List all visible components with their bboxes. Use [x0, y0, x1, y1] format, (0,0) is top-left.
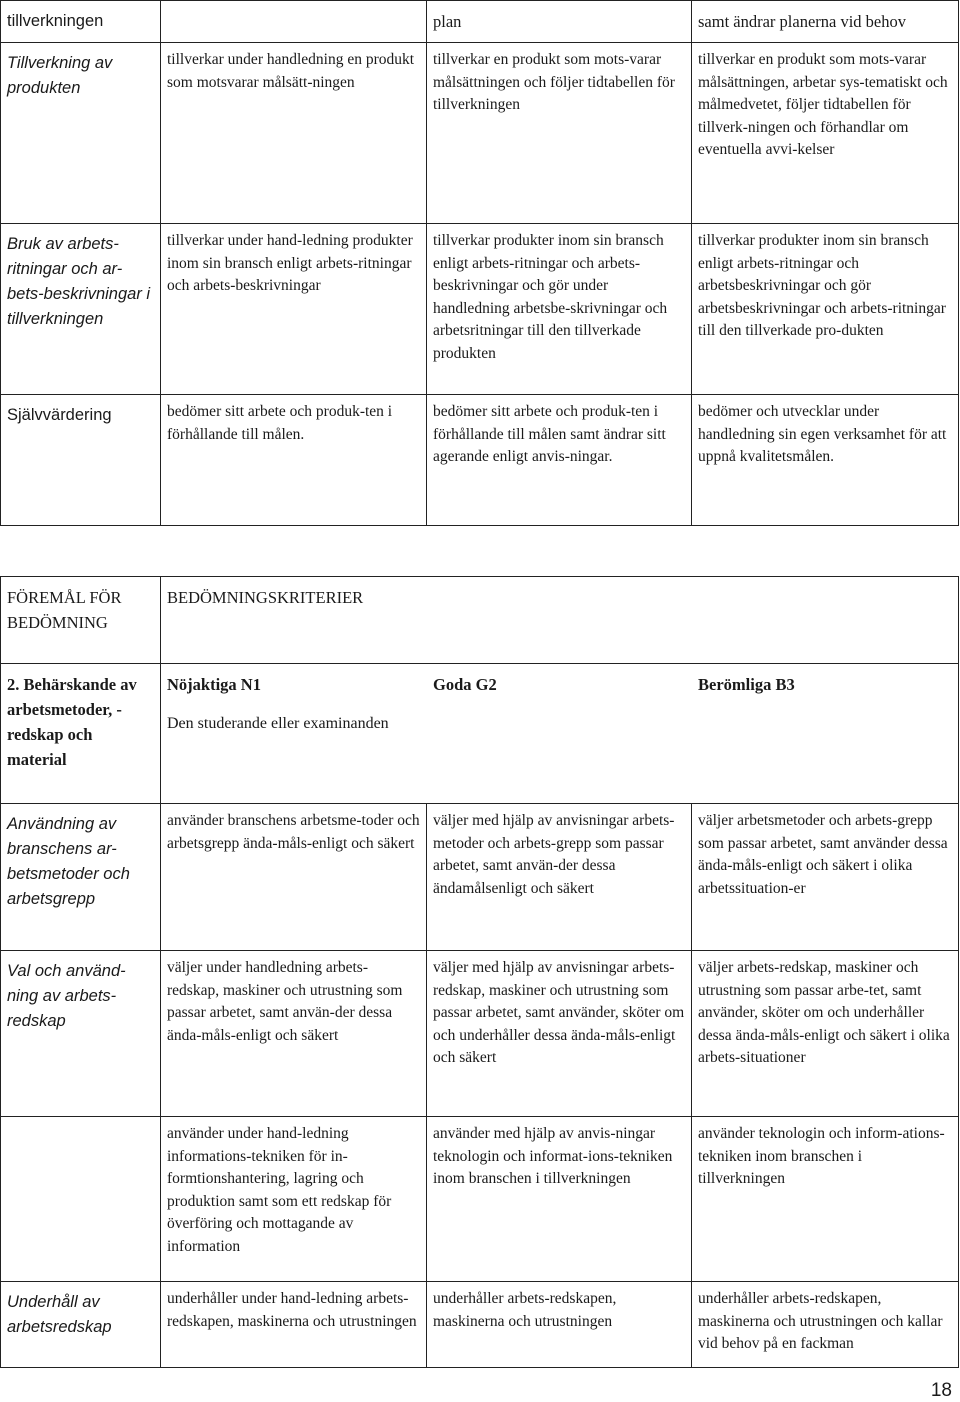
- criterion-n1: tillverkar under handledning en produkt som motsvarar målsätt-ningen: [161, 43, 427, 224]
- header-criteria: BEDÖMNINGSKRITERIER: [161, 577, 959, 664]
- assessment-table-methods: [0, 576, 959, 1368]
- criterion-b3: väljer arbetsmetoder och arbets-grepp som passar arbetet, samt använder dessa ända-måls-enligt och säkert i olika arbetssituation-er: [692, 804, 959, 951]
- criterion-b3: väljer arbets-redskap, maskiner och utrustning som passar arbe-tet, samt använder, sköter om och underhåller dessa ända-måls-enligt och säkert i olika arbets-situationer: [692, 951, 959, 1117]
- table-row: [1, 224, 959, 395]
- criterion-n1: använder under hand-ledning informations-tekniken för in-formtionshantering, lagring och produktion samt som ett redskap för överföring och mottagande av information: [161, 1117, 427, 1282]
- criterion-n1: bedömer sitt arbete och produk-ten i förhållande till målen.: [161, 395, 427, 526]
- criterion-label: [1, 1117, 161, 1282]
- criterion-b3: bedömer och utvecklar under handledning sin egen verksamhet för att uppnå kvalitetsmålen.: [692, 395, 959, 526]
- criterion-label: Underhåll av arbetsredskap: [1, 1282, 161, 1368]
- table-row: [1, 395, 959, 526]
- section-title: 2. Behärskande av arbetsmetoder, -redskap och material: [1, 664, 161, 804]
- level-headings: [161, 664, 959, 804]
- criterion-b3: använder teknologin och inform-ations-tekniken inom branschen i tillverkningen: [692, 1117, 959, 1282]
- page-number: 18: [930, 1380, 952, 1401]
- table-row: [1, 804, 959, 951]
- criterion-label: Användning av branschens ar-betsmetoder och arbetsgrepp: [1, 804, 161, 951]
- criterion-g2: använder med hjälp av anvis-ningar teknologin och informat-ions-tekniken inom branschen i tillverkningen: [427, 1117, 692, 1282]
- level-n1: Nöjaktiga N1: [167, 675, 261, 694]
- assessment-table-production: [0, 0, 959, 526]
- table-row: [1, 43, 959, 224]
- cell-top-n1: [161, 1, 427, 43]
- cell-top-b3: samt ändrar planerna vid behov: [692, 1, 959, 43]
- table-row: [1, 1117, 959, 1282]
- level-g2: Goda G2: [433, 675, 497, 694]
- cell-top-label: tillverkningen: [1, 1, 161, 43]
- subject-text: Den studerande eller examinanden: [167, 715, 389, 732]
- criterion-n1: underhåller under hand-ledning arbets-redskapen, maskinerna och utrustningen: [161, 1282, 427, 1368]
- criterion-label: Val och använd-ning av arbets-redskap: [1, 951, 161, 1117]
- criterion-g2: väljer med hjälp av anvisningar arbets-metoder och arbets-grepp som passar arbetet, samt använ-der dessa ändamålsenligt och säkert: [427, 804, 692, 951]
- table-row: [1, 1282, 959, 1368]
- criterion-n1: tillverkar under hand-ledning produkter inom sin bransch enligt arbets-ritningar och arbets-beskrivningar: [161, 224, 427, 395]
- level-b3: Berömliga B3: [698, 675, 795, 694]
- criterion-g2: väljer med hjälp av anvisningar arbets-redskap, maskiner och utrustning som passar arbetet, samt använder, sköter om och underhåller dessa ända-måls-enligt och säkert: [427, 951, 692, 1117]
- criterion-n1: använder branschens arbetsme-toder och arbetsgrepp ända-måls-enligt och säkert: [161, 804, 427, 951]
- criterion-label: Tillverkning av produkten: [1, 43, 161, 224]
- criterion-g2: tillverkar en produkt som mots-varar målsättningen och följer tidtabellen för tillverkningen: [427, 43, 692, 224]
- criterion-label: Bruk av arbets-ritningar och ar-bets-beskrivningar i tillverkningen: [1, 224, 161, 395]
- section-row: [1, 664, 959, 804]
- table-row: [1, 951, 959, 1117]
- table-row: [1, 1, 959, 43]
- criterion-g2: tillverkar produkter inom sin bransch enligt arbets-ritningar och arbets-beskrivningar och gör under handledning arbetsbe-skrivningar och arbetsritningar till den tillverkade produkten: [427, 224, 692, 395]
- criterion-g2: bedömer sitt arbete och produk-ten i förhållande till målen samt ändrar sitt agerande enligt anvis-ningar.: [427, 395, 692, 526]
- criterion-b3: underhåller arbets-redskapen, maskinerna och utrustningen och kallar vid behov på en fackman: [692, 1282, 959, 1368]
- cell-top-g2: plan: [427, 1, 692, 43]
- criterion-label: Självvärdering: [1, 395, 161, 526]
- criterion-g2: underhåller arbets-redskapen, maskinerna och utrustningen: [427, 1282, 692, 1368]
- table-header-row: [1, 577, 959, 664]
- criterion-b3: tillverkar produkter inom sin bransch enligt arbets-ritningar och arbetsbeskrivningar och gör arbetsbeskrivningar och arbets-ritningar till den tillverkade pro-dukten: [692, 224, 959, 395]
- header-object: FÖREMÅL FÖR BEDÖMNING: [1, 577, 161, 664]
- criterion-b3: tillverkar en produkt som mots-varar målsättningen, arbetar sys-tematiskt och målmedvetet, följer tidtabellen för tillverk-ningen och förhandlar om eventuella avvi-kelser: [692, 43, 959, 224]
- criterion-n1: väljer under handledning arbets-redskap, maskiner och utrustning som passar arbetet, samt använ-der dessa ända-måls-enligt och säkert: [161, 951, 427, 1117]
